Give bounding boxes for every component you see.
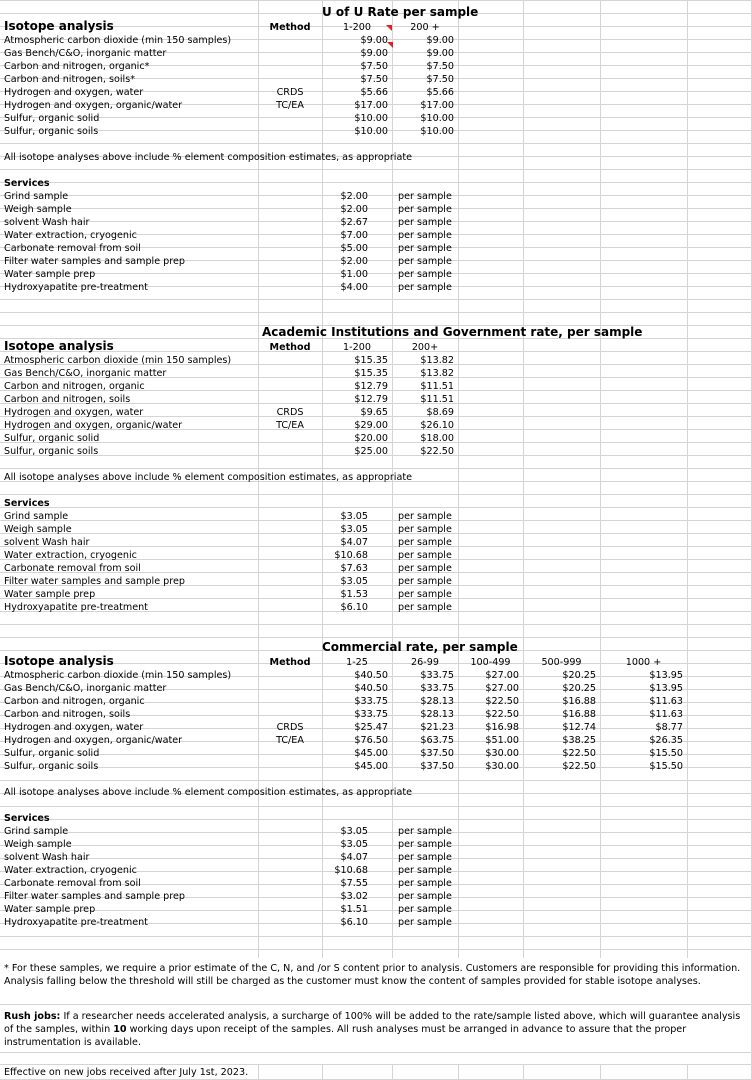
uou-price-cell: $7.50 <box>426 61 454 72</box>
uou-service-name: solvent Wash hair <box>4 217 90 228</box>
commercial-service-name: Water extraction, cryogenic <box>4 865 137 876</box>
academic-service-unit: per sample <box>398 602 452 613</box>
commercial-service-unit: per sample <box>398 878 452 889</box>
academic-services-title: Services <box>4 498 50 509</box>
uou-service-name: Weigh sample <box>4 204 72 215</box>
rush-days: 10 <box>113 1024 127 1035</box>
commercial-price-cell: $38.25 <box>562 735 596 746</box>
academic-analysis-name: Atmospheric carbon dioxide (min 150 samples) <box>4 355 232 366</box>
academic-service-name: Carbonate removal from soil <box>4 563 141 574</box>
commercial-analysis-method: TC/EA <box>276 735 304 746</box>
academic-analysis-name: Sulfur, organic soils <box>4 446 99 457</box>
commercial-price-cell: $27.00 <box>485 683 519 694</box>
academic-price-cell: $12.79 <box>354 381 388 392</box>
uou-price-cell: $9.00 <box>360 48 388 59</box>
commercial-tier-header: 100-499 <box>470 657 511 668</box>
academic-service-unit: per sample <box>398 550 452 561</box>
academic-price-cell: $13.82 <box>420 355 454 366</box>
commercial-price-cell: $26.35 <box>649 735 683 746</box>
uou-service-price: $2.67 <box>340 217 368 228</box>
commercial-price-cell: $15.50 <box>649 761 683 772</box>
academic-service-price: $4.07 <box>340 537 368 548</box>
uou-service-unit: per sample <box>398 217 452 228</box>
commercial-analysis-name: Hydrogen and oxygen, organic/water <box>4 735 183 746</box>
uou-price-cell: $9.00 <box>426 48 454 59</box>
academic-price-cell: $26.10 <box>420 420 454 431</box>
uou-method-header: Method <box>269 22 311 33</box>
commercial-service-unit: per sample <box>398 891 452 902</box>
commercial-price-cell: $20.25 <box>562 670 596 681</box>
academic-composition-note: All isotope analyses above include % element composition estimates, as appropriate <box>4 472 413 483</box>
uou-service-price: $7.00 <box>340 230 368 241</box>
commercial-price-cell: $30.00 <box>485 761 519 772</box>
commercial-service-unit: per sample <box>398 852 452 863</box>
academic-tier-header: 200+ <box>411 342 439 353</box>
academic-service-price: $6.10 <box>340 602 368 613</box>
uou-analysis-name: Sulfur, organic solid <box>4 113 100 124</box>
commercial-price-cell: $13.95 <box>649 670 683 681</box>
commercial-price-cell: $11.63 <box>649 696 683 707</box>
commercial-price-cell: $11.63 <box>649 709 683 720</box>
uou-price-cell: $10.00 <box>354 126 388 137</box>
uou-analysis-method: TC/EA <box>276 100 304 111</box>
commercial-service-price: $6.10 <box>340 917 368 928</box>
commercial-price-cell: $15.50 <box>649 748 683 759</box>
commercial-price-cell: $37.50 <box>420 761 454 772</box>
uou-analysis-name: Hydrogen and oxygen, water <box>4 87 144 98</box>
uou-service-name: Carbonate removal from soil <box>4 243 141 254</box>
uou-service-price: $4.00 <box>340 282 368 293</box>
academic-service-name: Water extraction, cryogenic <box>4 550 137 561</box>
academic-service-name: Filter water samples and sample prep <box>4 576 185 587</box>
academic-analysis-name: Hydrogen and oxygen, water <box>4 407 144 418</box>
academic-service-unit: per sample <box>398 563 452 574</box>
uou-analysis-name: Hydrogen and oxygen, organic/water <box>4 100 183 111</box>
uou-price-cell: $10.00 <box>354 113 388 124</box>
uou-price-cell: $17.00 <box>420 100 454 111</box>
commercial-service-price: $3.02 <box>340 891 368 902</box>
commercial-price-cell: $22.50 <box>562 748 596 759</box>
academic-service-price: $3.05 <box>340 511 368 522</box>
uou-section-title: U of U Rate per sample <box>322 5 479 19</box>
commercial-isotope-header: Isotope analysis <box>4 654 114 668</box>
academic-price-cell: $22.50 <box>420 446 454 457</box>
academic-service-name: Grind sample <box>4 511 69 522</box>
uou-price-cell: $10.00 <box>420 113 454 124</box>
commercial-price-cell: $16.88 <box>562 696 596 707</box>
uou-service-unit: per sample <box>398 243 452 254</box>
commercial-price-cell: $37.50 <box>420 748 454 759</box>
cell-comment-flag-icon[interactable] <box>386 25 392 31</box>
commercial-service-unit: per sample <box>398 904 452 915</box>
academic-price-cell: $11.51 <box>420 394 454 405</box>
commercial-price-cell: $12.74 <box>562 722 596 733</box>
uou-service-price: $2.00 <box>340 256 368 267</box>
uou-price-cell: $7.50 <box>426 74 454 85</box>
commercial-service-name: Weigh sample <box>4 839 72 850</box>
academic-price-cell: $12.79 <box>354 394 388 405</box>
uou-price-cell: $9.00 <box>360 35 388 46</box>
commercial-price-cell: $16.88 <box>562 709 596 720</box>
commercial-price-cell: $51.00 <box>485 735 519 746</box>
commercial-analysis-name: Sulfur, organic soils <box>4 761 99 772</box>
commercial-service-price: $3.05 <box>340 839 368 850</box>
commercial-tier-header: 1-25 <box>346 657 368 668</box>
uou-service-name: Filter water samples and sample prep <box>4 256 185 267</box>
academic-service-unit: per sample <box>398 511 452 522</box>
commercial-price-cell: $30.00 <box>485 748 519 759</box>
academic-price-cell: $9.65 <box>360 407 388 418</box>
academic-price-cell: $25.00 <box>354 446 388 457</box>
commercial-analysis-method: CRDS <box>276 722 304 733</box>
uou-tier-header: 1-200 <box>343 22 371 33</box>
commercial-price-cell: $22.50 <box>485 696 519 707</box>
commercial-price-cell: $22.50 <box>485 709 519 720</box>
uou-price-cell: $5.66 <box>426 87 454 98</box>
commercial-service-unit: per sample <box>398 865 452 876</box>
academic-price-cell: $20.00 <box>354 433 388 444</box>
commercial-service-unit: per sample <box>398 826 452 837</box>
footnote-text: * For these samples, we require a prior estimate of the C, N, and /or S content prior to analysis. Customers are responsible for providing this information. Analysis falling below the threshold will still be charged as the customer must know the content of samples provided for stable isotope analyses. <box>4 963 741 987</box>
uou-service-unit: per sample <box>398 230 452 241</box>
rush-text-after: working days upon receipt of the samples. All rush analyses must be arranged in advance to assure that the proper instrumentation is available. <box>4 1024 687 1048</box>
commercial-service-name: Water sample prep <box>4 904 96 915</box>
commercial-service-name: Grind sample <box>4 826 69 837</box>
academic-service-price: $3.05 <box>340 576 368 587</box>
commercial-price-cell: $33.75 <box>420 683 454 694</box>
commercial-service-price: $4.07 <box>340 852 368 863</box>
uou-composition-note: All isotope analyses above include % element composition estimates, as appropriate <box>4 152 413 163</box>
academic-service-price: $1.53 <box>340 589 368 600</box>
academic-service-unit: per sample <box>398 576 452 587</box>
academic-service-name: Water sample prep <box>4 589 96 600</box>
commercial-service-unit: per sample <box>398 917 452 928</box>
uou-analysis-name: Carbon and nitrogen, organic* <box>4 61 150 72</box>
academic-service-price: $7.63 <box>340 563 368 574</box>
commercial-analysis-name: Atmospheric carbon dioxide (min 150 samples) <box>4 670 232 681</box>
rush-text-before: If a researcher needs accelerated analysis, a surcharge of 100% will be added to the rate/sample listed above, which will guarantee analysis of the samples, within <box>4 1011 741 1035</box>
effective-date: Effective on new jobs received after July 1st, 2023. <box>4 1067 249 1078</box>
commercial-price-cell: $25.47 <box>354 722 388 733</box>
commercial-price-cell: $22.50 <box>562 761 596 772</box>
uou-isotope-header: Isotope analysis <box>4 19 114 33</box>
uou-service-price: $1.00 <box>340 269 368 280</box>
academic-tier-header: 1-200 <box>343 342 371 353</box>
academic-service-unit: per sample <box>398 537 452 548</box>
academic-price-cell: $11.51 <box>420 381 454 392</box>
uou-service-unit: per sample <box>398 204 452 215</box>
commercial-price-cell: $33.75 <box>420 670 454 681</box>
commercial-price-cell: $45.00 <box>354 748 388 759</box>
commercial-composition-note: All isotope analyses above include % element composition estimates, as appropriate <box>4 787 413 798</box>
uou-analysis-method: CRDS <box>276 87 304 98</box>
academic-service-name: Hydroxyapatite pre-treatment <box>4 602 148 613</box>
commercial-service-unit: per sample <box>398 839 452 850</box>
uou-service-unit: per sample <box>398 256 452 267</box>
commercial-price-cell: $27.00 <box>485 670 519 681</box>
commercial-analysis-name: Carbon and nitrogen, soils <box>4 709 131 720</box>
commercial-price-cell: $45.00 <box>354 761 388 772</box>
uou-price-cell: $17.00 <box>354 100 388 111</box>
commercial-service-price: $7.55 <box>340 878 368 889</box>
commercial-price-cell: $8.77 <box>655 722 683 733</box>
academic-analysis-name: Carbon and nitrogen, soils <box>4 394 131 405</box>
uou-service-unit: per sample <box>398 191 452 202</box>
commercial-service-name: Carbonate removal from soil <box>4 878 141 889</box>
uou-tier-header: 200 + <box>410 22 440 33</box>
academic-method-header: Method <box>269 342 311 353</box>
uou-service-price: $5.00 <box>340 243 368 254</box>
rush-jobs-text <box>4 1010 746 1049</box>
commercial-service-name: solvent Wash hair <box>4 852 90 863</box>
uou-service-unit: per sample <box>398 269 452 280</box>
commercial-price-cell: $13.95 <box>649 683 683 694</box>
uou-service-name: Water sample prep <box>4 269 96 280</box>
uou-price-cell: $7.50 <box>360 74 388 85</box>
rush-jobs-label: Rush jobs: <box>4 1011 61 1022</box>
academic-service-price: $10.68 <box>334 550 368 561</box>
uou-analysis-name: Gas Bench/C&O, inorganic matter <box>4 48 167 59</box>
uou-price-cell: $7.50 <box>360 61 388 72</box>
commercial-price-cell: $63.75 <box>420 735 454 746</box>
uou-analysis-name: Atmospheric carbon dioxide (min 150 samples) <box>4 35 232 46</box>
commercial-service-name: Hydroxyapatite pre-treatment <box>4 917 148 928</box>
uou-service-price: $2.00 <box>340 204 368 215</box>
commercial-service-name: Filter water samples and sample prep <box>4 891 185 902</box>
commercial-analysis-name: Carbon and nitrogen, organic <box>4 696 145 707</box>
commercial-price-cell: $20.25 <box>562 683 596 694</box>
commercial-price-cell: $33.75 <box>354 709 388 720</box>
commercial-services-title: Services <box>4 813 50 824</box>
commercial-price-cell: $76.50 <box>354 735 388 746</box>
academic-section-title: Academic Institutions and Government rate, per sample <box>262 325 643 339</box>
academic-service-price: $3.05 <box>340 524 368 535</box>
uou-analysis-name: Sulfur, organic soils <box>4 126 99 137</box>
academic-analysis-name: Sulfur, organic solid <box>4 433 100 444</box>
uou-service-name: Water extraction, cryogenic <box>4 230 137 241</box>
uou-service-unit: per sample <box>398 282 452 293</box>
academic-price-cell: $15.35 <box>354 368 388 379</box>
academic-service-name: Weigh sample <box>4 524 72 535</box>
commercial-service-price: $10.68 <box>334 865 368 876</box>
uou-price-cell: $9.00 <box>426 35 454 46</box>
academic-analysis-method: TC/EA <box>276 420 304 431</box>
commercial-price-cell: $40.50 <box>354 683 388 694</box>
cell-comment-flag-icon[interactable] <box>387 42 393 48</box>
uou-service-name: Hydroxyapatite pre-treatment <box>4 282 148 293</box>
academic-service-unit: per sample <box>398 524 452 535</box>
academic-price-cell: $18.00 <box>420 433 454 444</box>
academic-analysis-method: CRDS <box>276 407 304 418</box>
academic-price-cell: $13.82 <box>420 368 454 379</box>
academic-price-cell: $8.69 <box>426 407 454 418</box>
commercial-tier-header: 1000 + <box>625 657 662 668</box>
uou-price-cell: $5.66 <box>360 87 388 98</box>
commercial-service-price: $1.51 <box>340 904 368 915</box>
uou-analysis-name: Carbon and nitrogen, soils* <box>4 74 135 85</box>
uou-price-cell: $10.00 <box>420 126 454 137</box>
academic-isotope-header: Isotope analysis <box>4 339 114 353</box>
commercial-tier-header: 500-999 <box>541 657 582 668</box>
academic-price-cell: $15.35 <box>354 355 388 366</box>
commercial-tier-header: 26-99 <box>411 657 439 668</box>
academic-service-name: solvent Wash hair <box>4 537 90 548</box>
uou-service-price: $2.00 <box>340 191 368 202</box>
uou-services-title: Services <box>4 178 50 189</box>
academic-service-unit: per sample <box>398 589 452 600</box>
academic-price-cell: $29.00 <box>354 420 388 431</box>
academic-analysis-name: Gas Bench/C&O, inorganic matter <box>4 368 167 379</box>
commercial-analysis-name: Hydrogen and oxygen, water <box>4 722 144 733</box>
academic-analysis-name: Carbon and nitrogen, organic <box>4 381 145 392</box>
commercial-service-price: $3.05 <box>340 826 368 837</box>
commercial-price-cell: $21.23 <box>420 722 454 733</box>
commercial-price-cell: $40.50 <box>354 670 388 681</box>
commercial-method-header: Method <box>269 657 311 668</box>
commercial-price-cell: $28.13 <box>420 696 454 707</box>
commercial-price-cell: $33.75 <box>354 696 388 707</box>
commercial-price-cell: $28.13 <box>420 709 454 720</box>
commercial-price-cell: $16.98 <box>485 722 519 733</box>
uou-service-name: Grind sample <box>4 191 69 202</box>
commercial-analysis-name: Sulfur, organic solid <box>4 748 100 759</box>
academic-analysis-name: Hydrogen and oxygen, organic/water <box>4 420 183 431</box>
commercial-section-title: Commercial rate, per sample <box>322 640 518 654</box>
commercial-analysis-name: Gas Bench/C&O, inorganic matter <box>4 683 167 694</box>
